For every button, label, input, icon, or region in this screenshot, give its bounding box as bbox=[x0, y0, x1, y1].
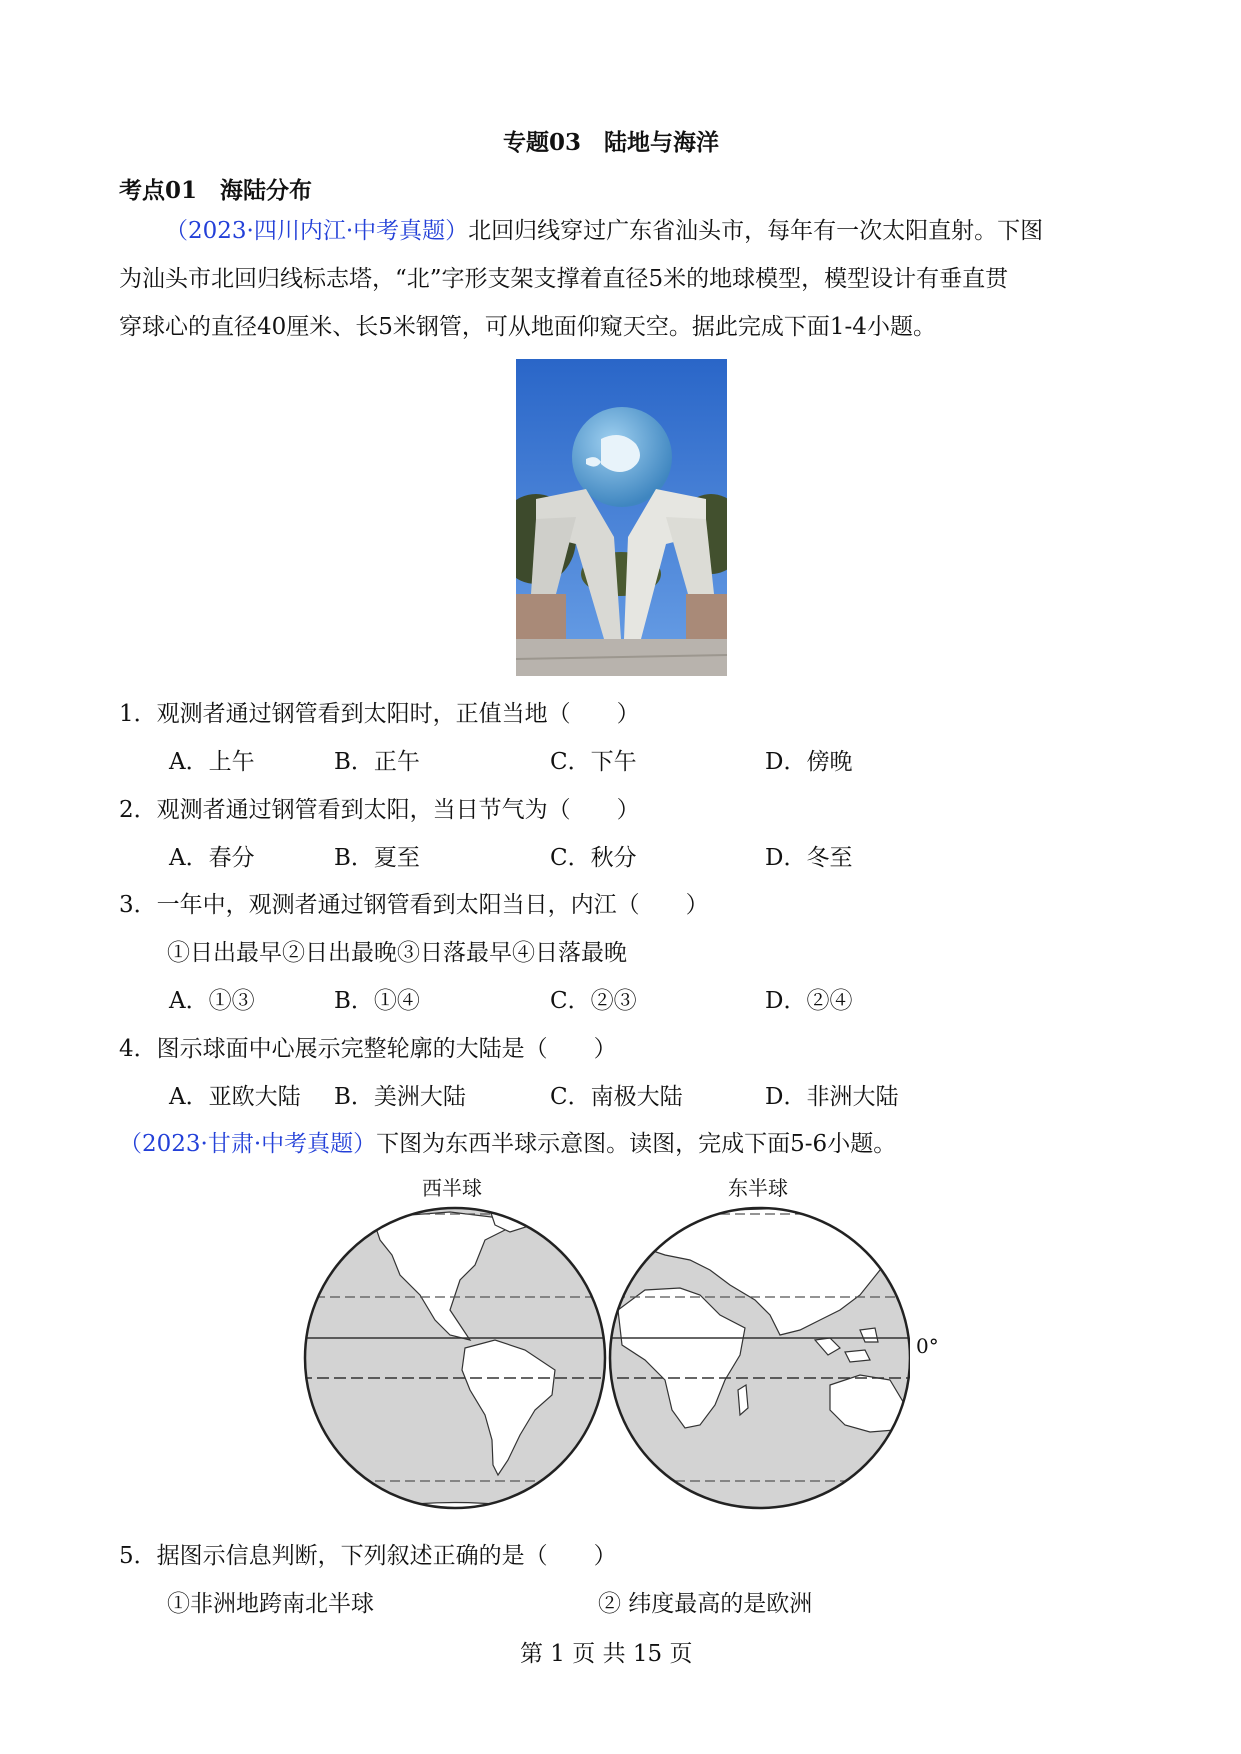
question-2-stem: 2．观测者通过钢管看到太阳，当日节气为（ ） bbox=[119, 797, 640, 823]
west-hemisphere bbox=[300, 1208, 620, 1522]
question-4-option-c[interactable]: C．南极大陆 bbox=[550, 1084, 683, 1110]
question-2-option-d[interactable]: D．冬至 bbox=[765, 845, 853, 871]
question-3-sub-items: ①日出最早②日出最晚③日落最早④日落最晚 bbox=[167, 940, 627, 966]
question-3-option-c[interactable]: C．②③ bbox=[550, 988, 637, 1014]
intro-1-text-1: 北回归线穿过广东省汕头市，每年有一次太阳直射。下图 bbox=[468, 218, 1044, 244]
intro-2-text: 下图为东西半球示意图。读图，完成下面5-6小题。 bbox=[376, 1131, 897, 1157]
question-4-option-a[interactable]: A．亚欧大陆 bbox=[169, 1084, 301, 1110]
intro-2-line bbox=[119, 1133, 896, 1156]
question-5-statement-2: ② 纬度最高的是欧洲 bbox=[598, 1591, 813, 1617]
east-hemisphere bbox=[600, 1208, 910, 1522]
document-title: 专题03 陆地与海洋 bbox=[503, 129, 720, 156]
question-2-option-a[interactable]: A．春分 bbox=[169, 845, 255, 871]
question-1-option-c[interactable]: C．下午 bbox=[550, 749, 637, 775]
source-tag-2: （2023·甘肃·中考真题） bbox=[119, 1131, 377, 1157]
question-2-option-c[interactable]: C．秋分 bbox=[550, 845, 637, 871]
west-hemisphere-label: 西半球 bbox=[422, 1176, 482, 1200]
equator-label: 0° bbox=[916, 1334, 939, 1358]
intro-1-line-2: 为汕头市北回归线标志塔，“北”字形支架支撑着直径5米的地球模型，模型设计有垂直贯 bbox=[119, 266, 1009, 292]
section-heading: 考点01 海陆分布 bbox=[119, 177, 313, 204]
question-1-option-a[interactable]: A．上午 bbox=[169, 749, 255, 775]
page-footer: 第 1 页 共 15 页 bbox=[520, 1641, 693, 1667]
question-3-option-d[interactable]: D．②④ bbox=[765, 988, 853, 1014]
question-5-statement-1: ①非洲地跨南北半球 bbox=[167, 1591, 374, 1617]
hemispheres-figure bbox=[300, 1170, 950, 1522]
question-4-stem: 4．图示球面中心展示完整轮廓的大陆是（ ） bbox=[119, 1036, 617, 1062]
question-4-option-b[interactable]: B．美洲大陆 bbox=[334, 1084, 466, 1110]
question-1-option-b[interactable]: B．正午 bbox=[334, 749, 420, 775]
question-2-option-b[interactable]: B．夏至 bbox=[334, 845, 420, 871]
question-3-stem: 3．一年中，观测者通过钢管看到太阳当日，内江（ ） bbox=[119, 892, 709, 918]
question-5-stem: 5．据图示信息判断，下列叙述正确的是（ ） bbox=[119, 1543, 617, 1569]
question-1-stem: 1．观测者通过钢管看到太阳时，正值当地（ ） bbox=[119, 701, 640, 727]
question-3-option-b[interactable]: B．①④ bbox=[334, 988, 420, 1014]
question-1-option-d[interactable]: D．傍晚 bbox=[765, 749, 853, 775]
question-3-option-a[interactable]: A．①③ bbox=[169, 988, 255, 1014]
east-hemisphere-label: 东半球 bbox=[728, 1176, 788, 1200]
question-4-option-d[interactable]: D．非洲大陆 bbox=[765, 1084, 899, 1110]
intro-1-line-3: 穿球心的直径40厘米、长5米钢管，可从地面仰窥天空。据此完成下面1-4小题。 bbox=[119, 314, 936, 340]
intro-1-line-1 bbox=[165, 220, 1043, 243]
source-tag-1: （2023·四川内江·中考真题） bbox=[165, 218, 469, 244]
monument-photo bbox=[516, 359, 727, 676]
